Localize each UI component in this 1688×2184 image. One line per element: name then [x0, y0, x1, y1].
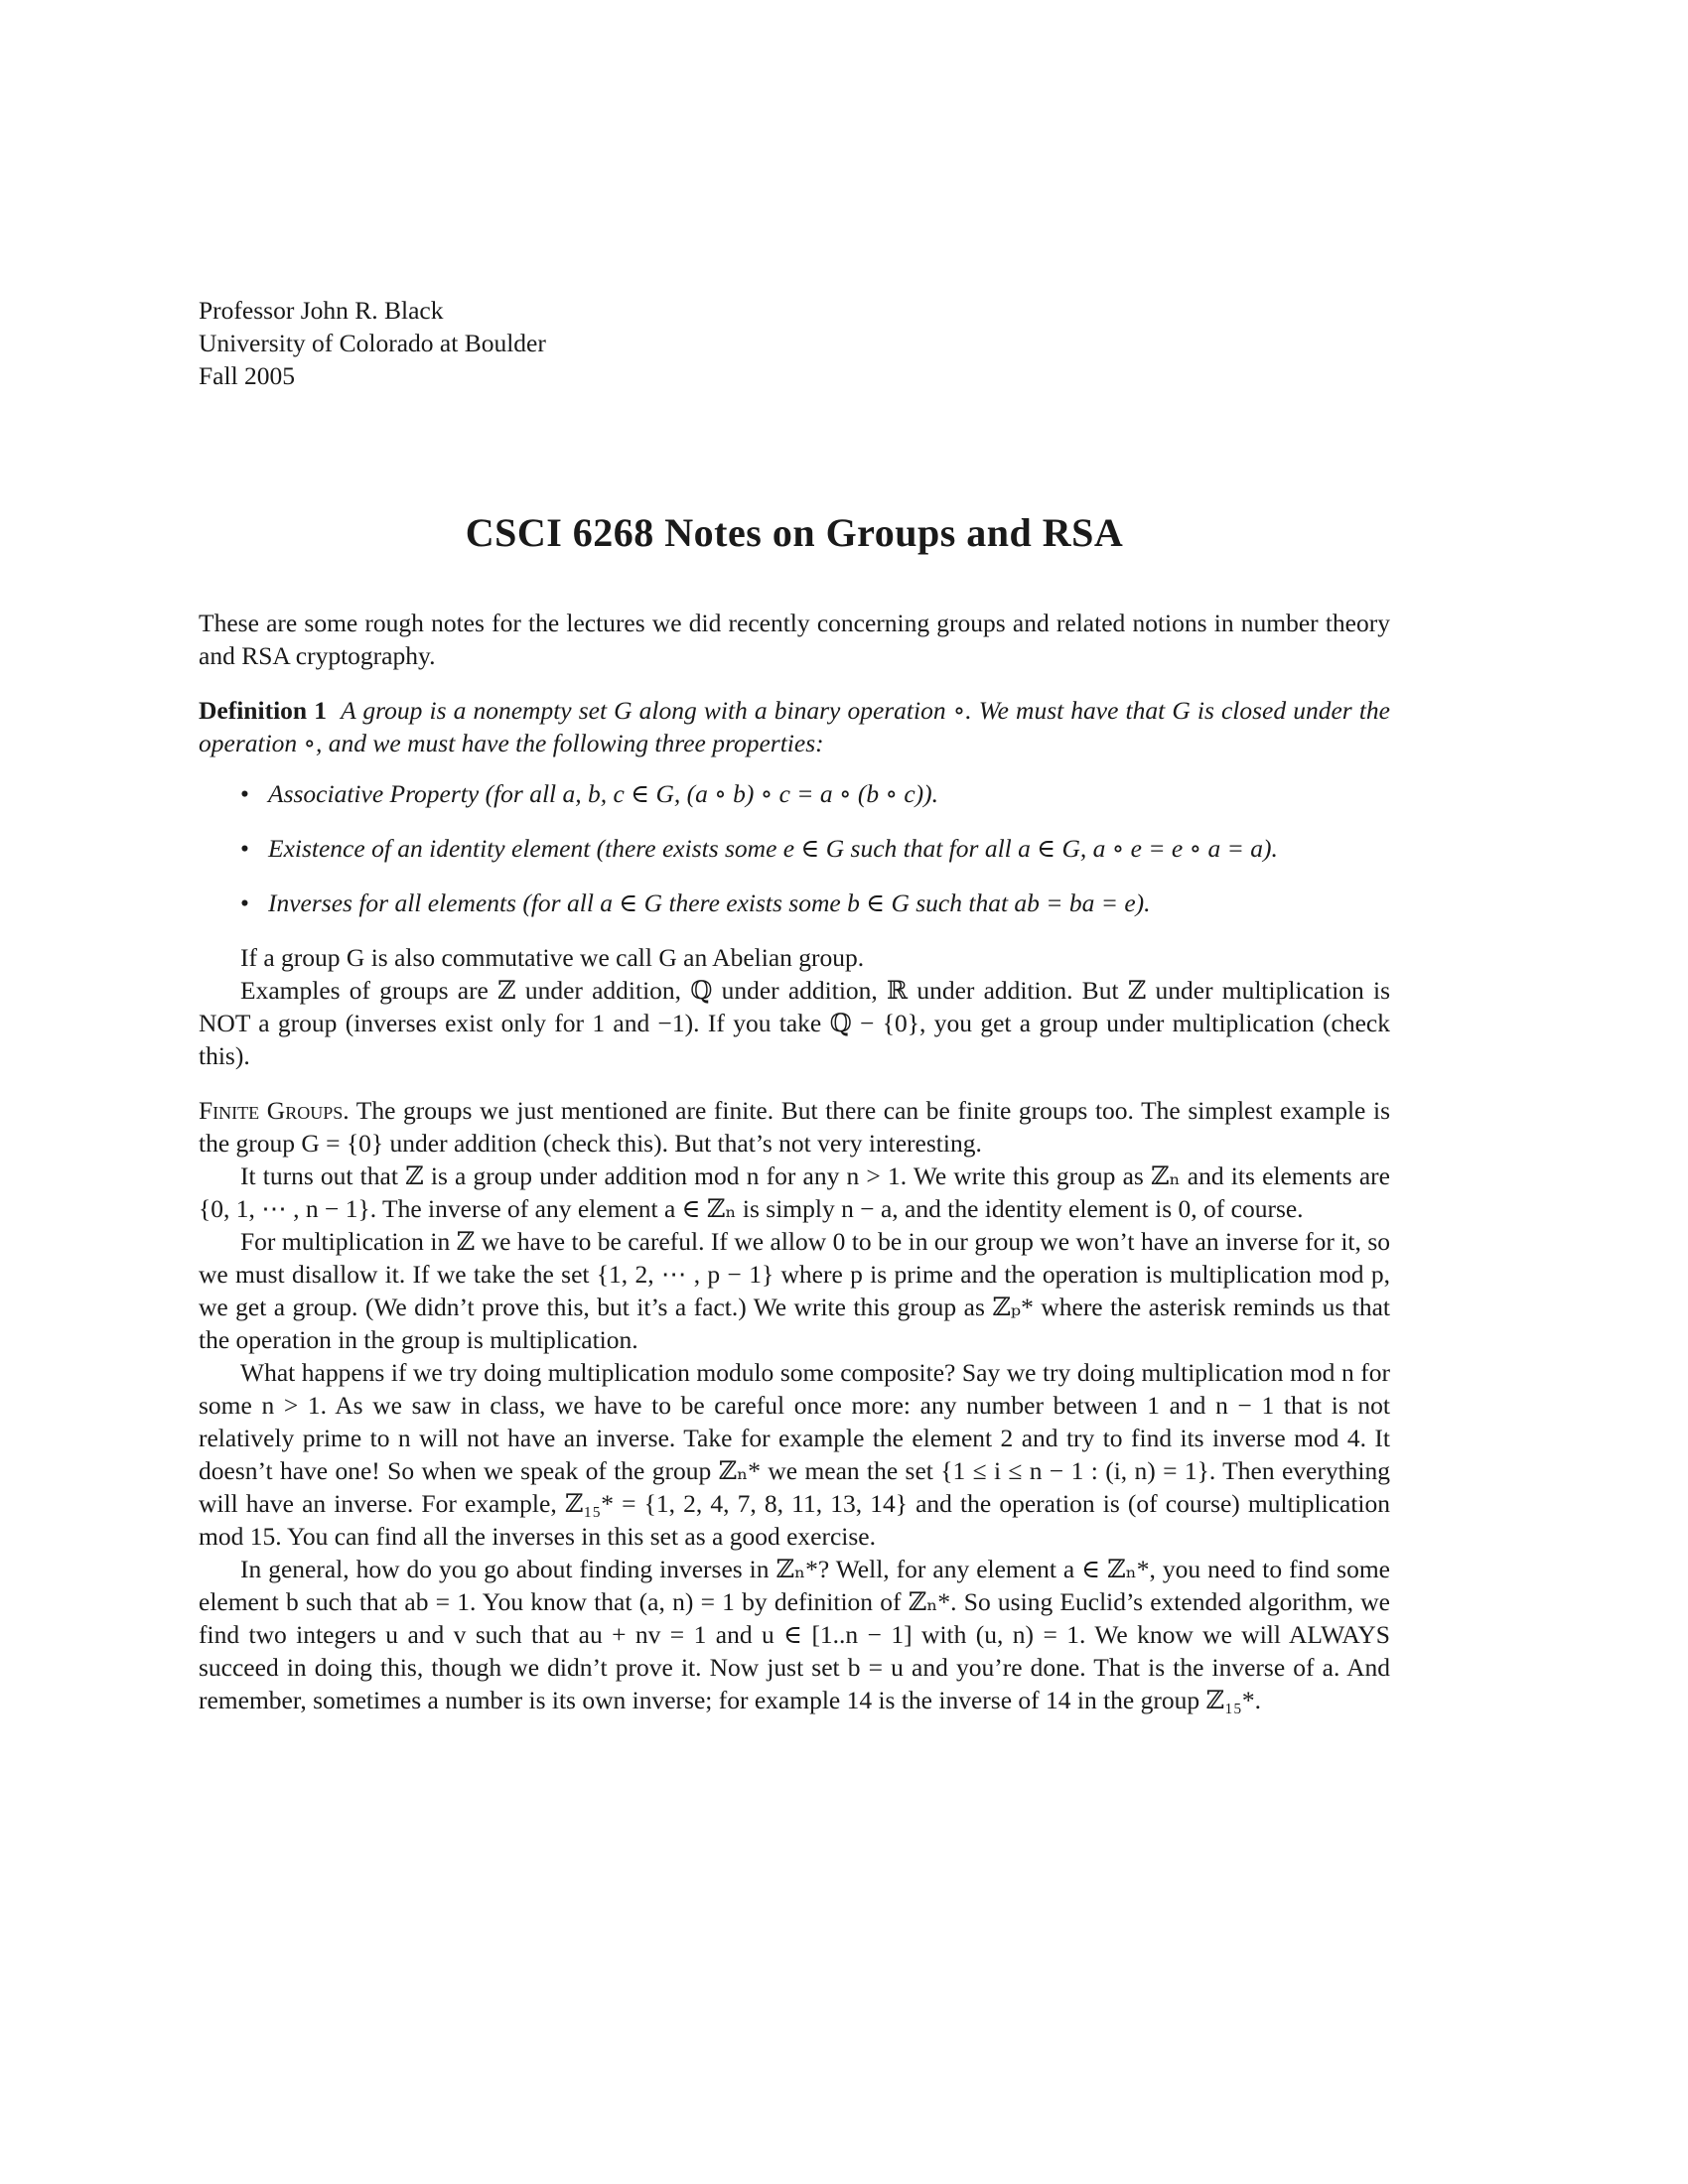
property-associative: • Associative Property (for all a, b, c ∈ G, (a ∘ b) ∘ c = a ∘ (b ∘ c)).: [240, 777, 1390, 810]
property-inverses: • Inverses for all elements (for all a ∈ G there exists some b ∈ G such that ab = ba = e).: [240, 887, 1390, 919]
author-term: Fall 2005: [199, 361, 296, 390]
document-title: CSCI 6268 Notes on Groups and RSA: [465, 510, 1124, 555]
author-name: Professor John R. Black: [199, 296, 444, 325]
finite-groups-heading: Finite Groups.: [199, 1096, 350, 1125]
property-identity: • Existence of an identity element (there exists some e ∈ G such that for all a ∈ G, a ∘ e = e ∘ a = a).: [240, 832, 1390, 865]
author-affiliation: University of Colorado at Boulder: [199, 329, 546, 357]
zn-paragraph: It turns out that ℤ is a group under addition mod n for any n > 1. We write this group as ℤₙ and its elements are {0, 1, ⋯ , n − 1}. The inverse of any element a ∈ ℤₙ is simply n − a, and the identity element is 0, of course.: [199, 1161, 1390, 1223]
author-block: [199, 294, 1390, 392]
finite-groups-paragraph: [199, 1094, 1390, 1160]
document-page: [199, 294, 1390, 1716]
multiplication-paragraph: For multiplication in ℤ we have to be careful. If we allow 0 to be in our group we won’t have an inverse for it, so we must disallow it. If we take the set {1, 2, ⋯ , p − 1} where p is prime and the operation is multiplication mod p, we get a group. (We didn’t prove this, but it’s a fact.) We write this group as ℤₚ* where the asterisk reminds us that the operation in the group is multiplication.: [199, 1227, 1390, 1354]
inverses-paragraph: In general, how do you go about finding inverses in ℤₙ*? Well, for any element a ∈ ℤₙ*, you need to find some element b such that ab = 1. You know that (a, n) = 1 by definition of ℤₙ*. So using Euclid’s extended algorithm, we find two integers u and v such that au + nv = 1 and u ∈ [1..n − 1] with (u, n) = 1. We know we will ALWAYS succeed in doing this, though we didn’t prove it. Now just set b = u and you’re done. That is the inverse of a. And remember, sometimes a number is its own inverse; for example 14 is the inverse of 14 in the group ℤ₁₅*.: [199, 1555, 1390, 1714]
finite-groups-text: The groups we just mentioned are finite. But there can be finite groups too. The simplest example is the group G = {0} under addition (check this). But that’s not very interesting.: [199, 1096, 1390, 1158]
property-list: [199, 777, 1390, 919]
intro-paragraph: These are some rough notes for the lectures we did recently concerning groups and related notions in number theory and RSA cryptography.: [199, 609, 1390, 670]
definition-text: A group is a nonempty set G along with a binary operation ∘. We must have that G is closed under the operation ∘, and we must have the following three properties:: [199, 696, 1390, 757]
definition-label: Definition 1: [199, 696, 327, 725]
examples-paragraph: Examples of groups are ℤ under addition, ℚ under addition, ℝ under addition. But ℤ under multiplication is NOT a group (inverses exist only for 1 and −1). If you take ℚ − {0}, you get a group under multiplication (check this).: [199, 976, 1390, 1070]
composite-paragraph: What happens if we try doing multiplication modulo some composite? Say we try doing multiplication mod n for some n > 1. As we saw in class, we have to be careful once more: any number between 1 and n − 1 that is not relatively prime to n will not have an inverse. Take for example the element 2 and try to find its inverse mod 4. It doesn’t have one! So when we speak of the group ℤₙ* we mean the set {1 ≤ i ≤ n − 1 : (i, n) = 1}. Then everything will have an inverse. For example, ℤ₁₅* = {1, 2, 4, 7, 8, 11, 13, 14} and the operation is (of course) multiplication mod 15. You can find all the inverses in this set as a good exercise.: [199, 1358, 1390, 1551]
definition-1: [199, 694, 1390, 759]
abelian-paragraph: If a group G is also commutative we call G an Abelian group.: [240, 943, 865, 972]
